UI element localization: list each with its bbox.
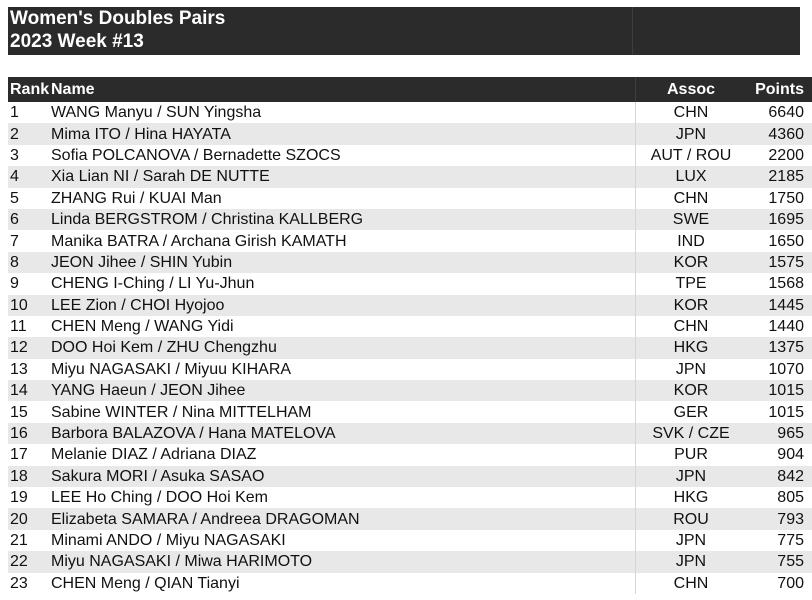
assoc-cell: JPN — [636, 530, 747, 551]
points-cell: 965 — [746, 423, 812, 444]
title-bar — [8, 7, 800, 55]
rank-cell: 16 — [8, 423, 50, 444]
table-row — [8, 295, 812, 316]
points-cell: 700 — [746, 573, 812, 594]
assoc-cell: HKG — [636, 487, 747, 508]
rank-cell: 9 — [8, 273, 50, 294]
table-row — [8, 444, 812, 465]
points-cell: 4360 — [746, 123, 812, 144]
table-row — [8, 145, 812, 166]
name-cell: Melanie DIAZ / Adriana DIAZ — [50, 444, 636, 465]
points-cell: 1445 — [746, 295, 812, 316]
points-cell: 1015 — [746, 401, 812, 422]
header-rank: Rank — [8, 77, 50, 102]
name-cell: LEE Ho Ching / DOO Hoi Kem — [50, 487, 636, 508]
assoc-cell: IND — [636, 230, 747, 251]
rank-cell: 6 — [8, 209, 50, 230]
rank-cell: 7 — [8, 230, 50, 251]
points-cell: 2200 — [746, 145, 812, 166]
assoc-cell: HKG — [636, 337, 747, 358]
table-row — [8, 273, 812, 294]
table-row — [8, 530, 812, 551]
name-cell: Barbora BALAZOVA / Hana MATELOVA — [50, 423, 636, 444]
rank-cell: 17 — [8, 444, 50, 465]
name-cell: WANG Manyu / SUN Yingsha — [50, 102, 636, 123]
rank-cell: 14 — [8, 380, 50, 401]
assoc-cell: CHN — [636, 102, 747, 123]
name-cell: Mima ITO / Hina HAYATA — [50, 123, 636, 144]
name-cell: Sabine WINTER / Nina MITTELHAM — [50, 401, 636, 422]
points-cell: 904 — [746, 444, 812, 465]
rank-cell: 10 — [8, 295, 50, 316]
table-header-row — [8, 77, 812, 102]
points-cell: 6640 — [746, 102, 812, 123]
table-row — [8, 166, 812, 187]
rank-cell: 5 — [8, 188, 50, 209]
assoc-cell: ROU — [636, 508, 747, 529]
name-cell: Miyu NAGASAKI / Miwa HARIMOTO — [50, 551, 636, 572]
name-cell: Minami ANDO / Miyu NAGASAKI — [50, 530, 636, 551]
rank-cell: 12 — [8, 337, 50, 358]
rankings-table — [8, 77, 812, 594]
table-row — [8, 359, 812, 380]
table-row — [8, 551, 812, 572]
rank-cell: 2 — [8, 123, 50, 144]
points-cell: 1575 — [746, 252, 812, 273]
points-cell: 755 — [746, 551, 812, 572]
assoc-cell: KOR — [636, 295, 747, 316]
table-row — [8, 316, 812, 337]
rank-cell: 4 — [8, 166, 50, 187]
rank-cell: 1 — [8, 102, 50, 123]
assoc-cell: KOR — [636, 252, 747, 273]
header-assoc: Assoc — [636, 77, 747, 102]
table-row — [8, 401, 812, 422]
name-cell: ZHANG Rui / KUAI Man — [50, 188, 636, 209]
name-cell: JEON Jihee / SHIN Yubin — [50, 252, 636, 273]
assoc-cell: LUX — [636, 166, 747, 187]
points-cell: 1695 — [746, 209, 812, 230]
points-cell: 1440 — [746, 316, 812, 337]
table-row — [8, 230, 812, 251]
points-cell: 1070 — [746, 359, 812, 380]
points-cell: 1568 — [746, 273, 812, 294]
table-row — [8, 102, 812, 123]
rank-cell: 18 — [8, 466, 50, 487]
name-cell: YANG Haeun / JEON Jihee — [50, 380, 636, 401]
rank-cell: 13 — [8, 359, 50, 380]
rank-cell: 22 — [8, 551, 50, 572]
rank-cell: 15 — [8, 401, 50, 422]
assoc-cell: JPN — [636, 466, 747, 487]
rank-cell: 11 — [8, 316, 50, 337]
rank-cell: 21 — [8, 530, 50, 551]
table-row — [8, 380, 812, 401]
name-cell: Sofia POLCANOVA / Bernadette SZOCS — [50, 145, 636, 166]
header-points: Points — [746, 77, 812, 102]
points-cell: 2185 — [746, 166, 812, 187]
points-cell: 1750 — [746, 188, 812, 209]
table-row — [8, 252, 812, 273]
rank-cell: 19 — [8, 487, 50, 508]
table-row — [8, 466, 812, 487]
name-cell: Xia Lian NI / Sarah DE NUTTE — [50, 166, 636, 187]
table-row — [8, 123, 812, 144]
points-cell: 1015 — [746, 380, 812, 401]
name-cell: Manika BATRA / Archana Girish KAMATH — [50, 230, 636, 251]
points-cell: 805 — [746, 487, 812, 508]
table-body — [8, 102, 812, 594]
name-cell: Linda BERGSTROM / Christina KALLBERG — [50, 209, 636, 230]
rank-cell: 20 — [8, 508, 50, 529]
points-cell: 1375 — [746, 337, 812, 358]
assoc-cell: CHN — [636, 316, 747, 337]
assoc-cell: SVK / CZE — [636, 423, 747, 444]
assoc-cell: CHN — [636, 188, 747, 209]
page-title: Women's Doubles Pairs — [10, 8, 226, 29]
assoc-cell: JPN — [636, 359, 747, 380]
name-cell: CHEN Meng / QIAN Tianyi — [50, 573, 636, 594]
table-row — [8, 188, 812, 209]
assoc-cell: SWE — [636, 209, 747, 230]
name-cell: Miyu NAGASAKI / Miyuu KIHARA — [50, 359, 636, 380]
name-cell: Sakura MORI / Asuka SASAO — [50, 466, 636, 487]
name-cell: DOO Hoi Kem / ZHU Chengzhu — [50, 337, 636, 358]
name-cell: CHENG I-Ching / LI Yu-Jhun — [50, 273, 636, 294]
assoc-cell: GER — [636, 401, 747, 422]
title-divider — [632, 7, 633, 55]
points-cell: 793 — [746, 508, 812, 529]
table-row — [8, 209, 812, 230]
points-cell: 842 — [746, 466, 812, 487]
assoc-cell: JPN — [636, 551, 747, 572]
table-row — [8, 573, 812, 594]
table-row — [8, 487, 812, 508]
table-row — [8, 337, 812, 358]
assoc-cell: PUR — [636, 444, 747, 465]
table-row — [8, 508, 812, 529]
header-name: Name — [50, 77, 636, 102]
name-cell: Elizabeta SAMARA / Andreea DRAGOMAN — [50, 508, 636, 529]
name-cell: LEE Zion / CHOI Hyojoo — [50, 295, 636, 316]
points-cell: 775 — [746, 530, 812, 551]
assoc-cell: JPN — [636, 123, 747, 144]
page-subtitle: 2023 Week #13 — [10, 31, 144, 52]
assoc-cell: AUT / ROU — [636, 145, 747, 166]
table-row — [8, 423, 812, 444]
rank-cell: 8 — [8, 252, 50, 273]
rank-cell: 23 — [8, 573, 50, 594]
points-cell: 1650 — [746, 230, 812, 251]
assoc-cell: TPE — [636, 273, 747, 294]
assoc-cell: KOR — [636, 380, 747, 401]
name-cell: CHEN Meng / WANG Yidi — [50, 316, 636, 337]
assoc-cell: CHN — [636, 573, 747, 594]
rank-cell: 3 — [8, 145, 50, 166]
